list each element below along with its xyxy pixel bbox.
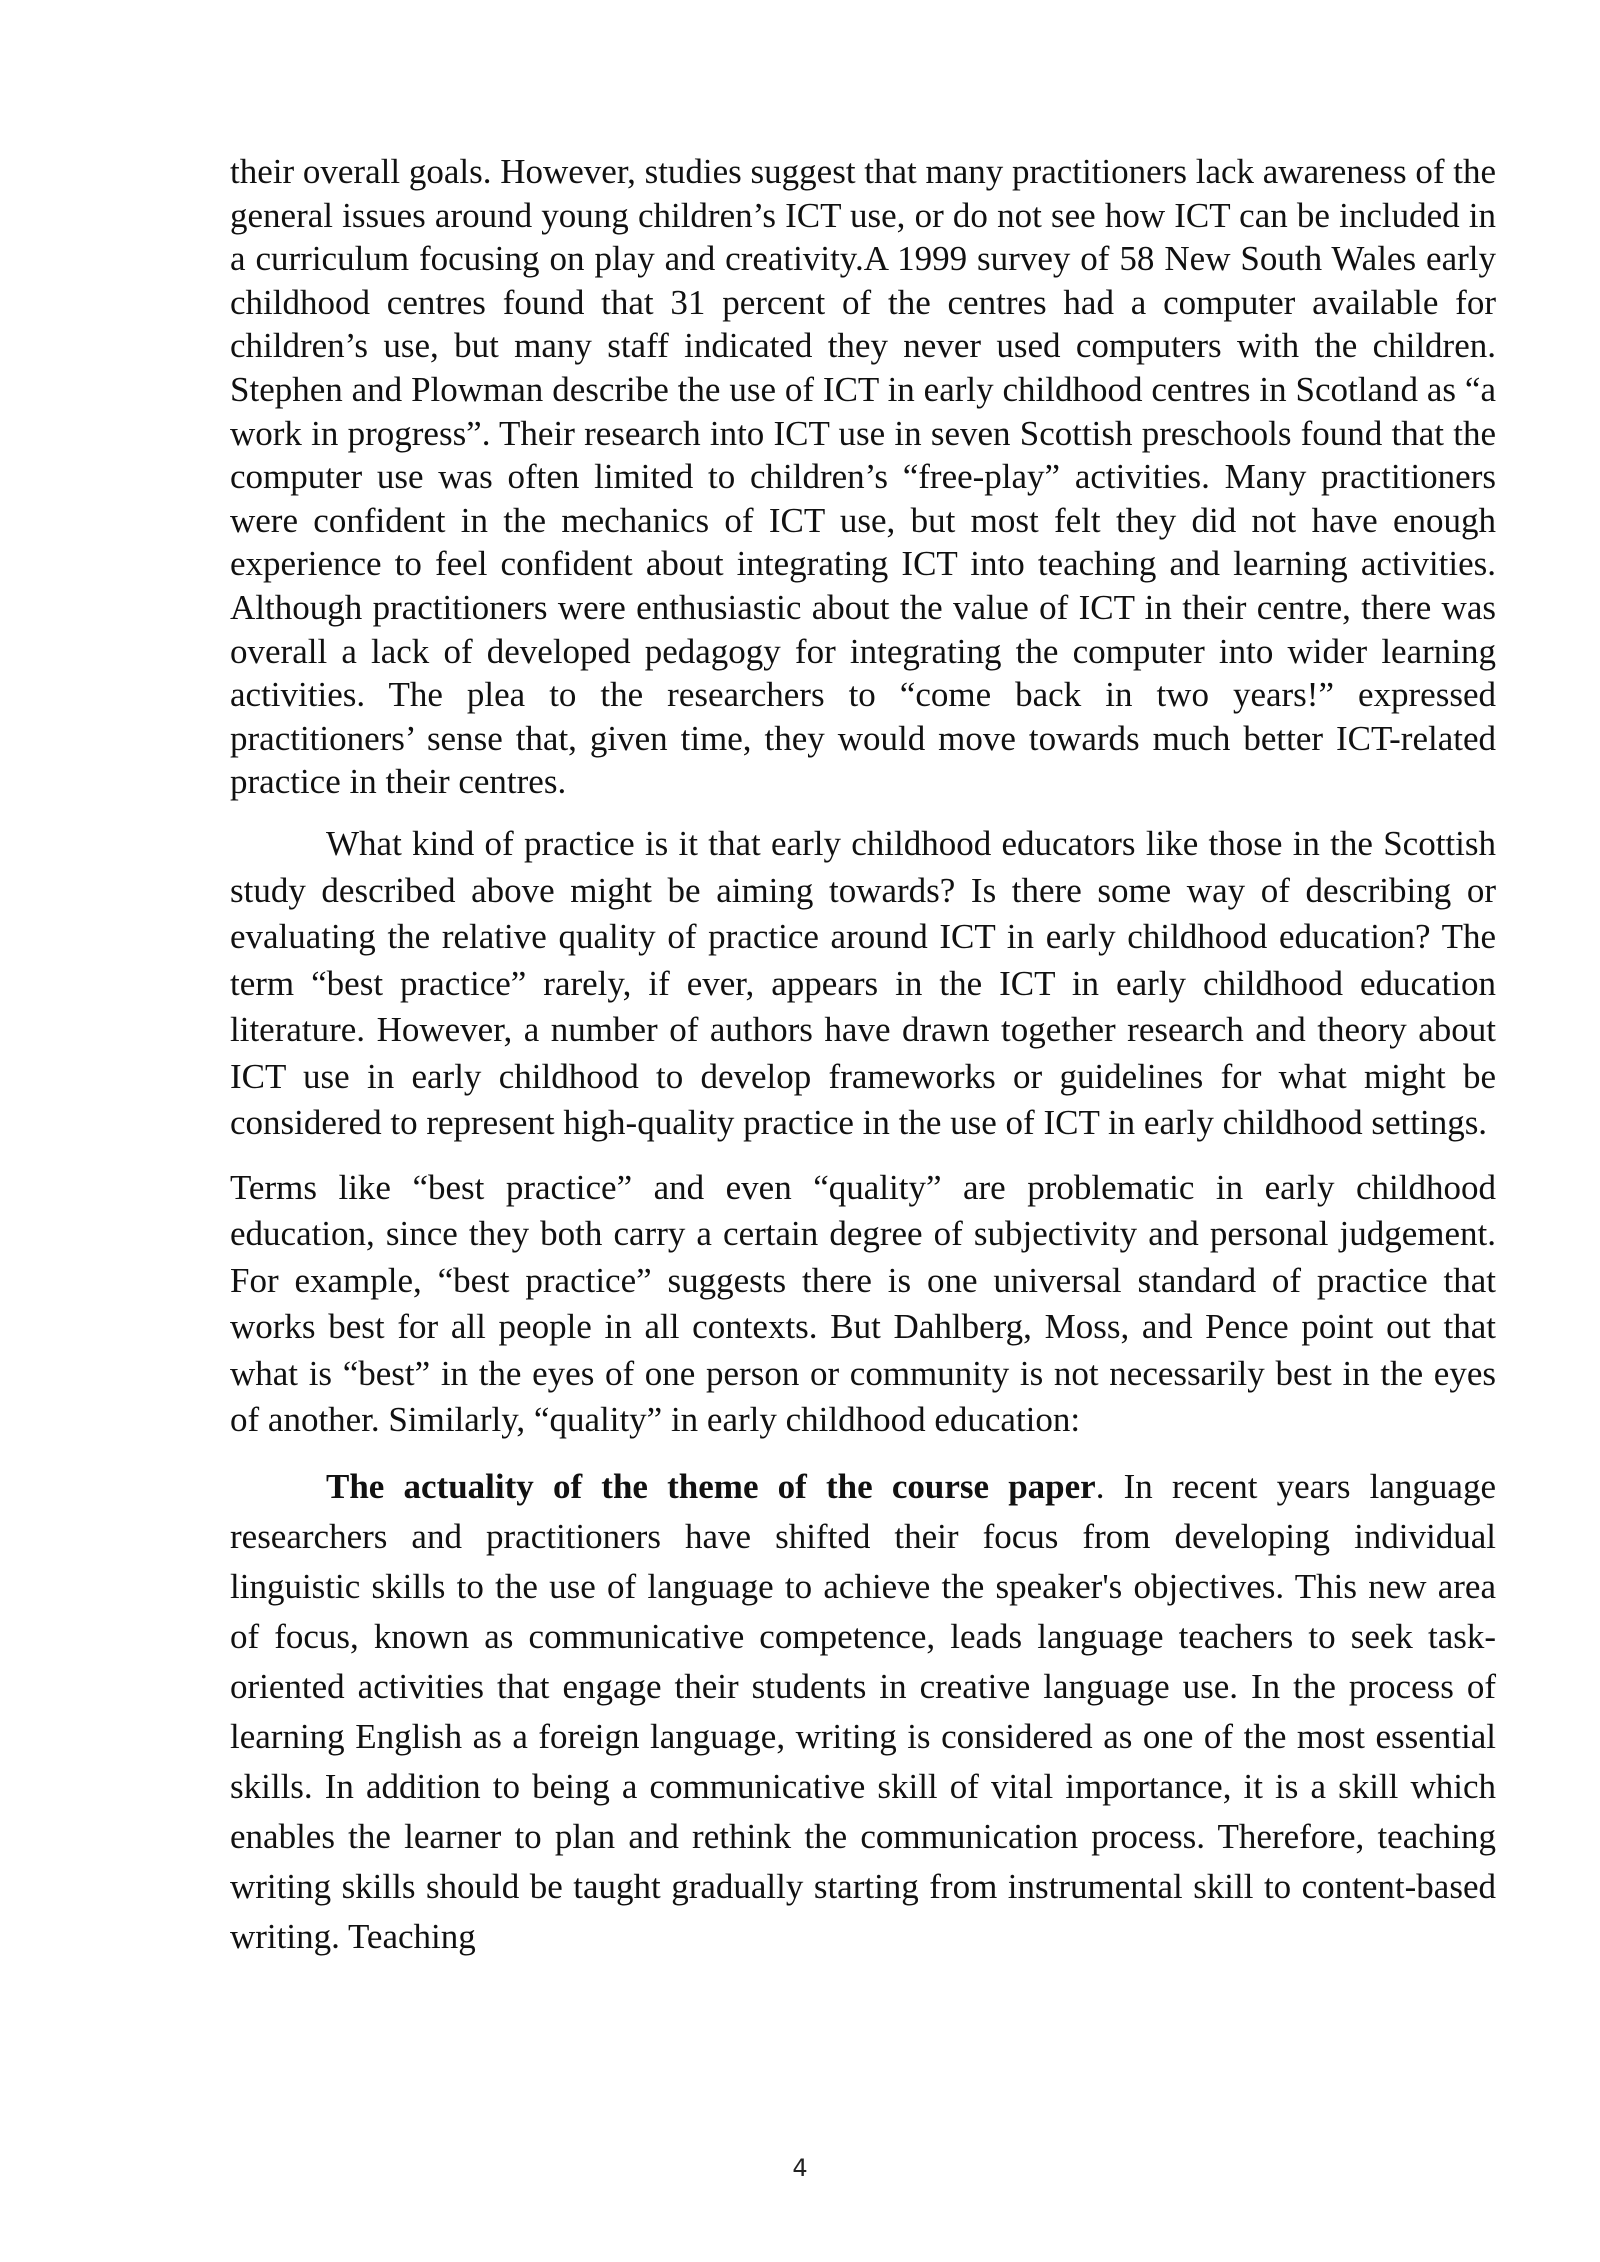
page-number: 4 (792, 2154, 808, 2182)
document-page (230, 150, 1496, 1962)
actuality-heading: The actuality of the theme of the course paper (326, 1466, 1096, 1506)
paragraph-actuality (230, 1462, 1496, 1962)
paragraph-ict-practitioners: their overall goals. However, studies suggest that many practitioners lack awareness of the general issues around young children’s ICT use, or do not see how ICT can be included in a curriculum focusing on play and creativity.A 1999 survey of 58 New South Wales early childhood centres found that 31 percent of the centres had a computer available for children’s use, but many staff indicated they never used computers with the children. Stephen and Plowman describe the use of ICT in early childhood centres in Scotland as “a work in progress”. Their research into ICT use in seven Scottish preschools found that the computer use was often limited to children’s “free-play” activities. Many practitioners were confident in the mechanics of ICT use, but most felt they did not have enough experience to feel confident about integrating ICT into teaching and learning activities. Although practitioners were enthusiastic about the value of ICT in their centre, there was overall a lack of developed pedagogy for integrating the computer into wider learning activities. The plea to the researchers to “come back in two years!” expressed practitioners’ sense that, given time, they would move towards much better ICT-related practice in their centres. (230, 152, 1496, 802)
paragraph-best-practice-terms: Terms like “best practice” and even “quality” are problematic in early childhood education, since they both carry a certain degree of subjectivity and personal judgement. For example, “best practice” suggests there is one universal standard of practice that works best for all people in all contexts. But Dahlberg, Moss, and Pence point out that what is “best” in the eyes of one person or community is not necessarily best in the eyes of another. Similarly, “quality” in early childhood education: (230, 1168, 1496, 1440)
paragraph-quality-practice: What kind of practice is it that early childhood educators like those in the Scottish study described above might be aiming towards? Is there some way of describing or evaluating the relative quality of practice around ICT in early childhood education? The term “best practice” rarely, if ever, appears in the ICT in early childhood education literature. However, a number of authors have drawn together research and theory about ICT use in early childhood to develop frameworks or guidelines for what might be considered to represent high-quality practice in the use of ICT in early childhood settings. (230, 823, 1496, 1143)
actuality-text: . In recent years language researchers and practitioners have shifted their focus from developing individual linguistic skills to the use of language to achieve the speaker's objectives. This new area of focus, known as communicative competence, leads language teachers to seek task-oriented activities that engage their students in creative language use. In the process of learning English as a foreign language, writing is considered as one of the most essential skills. In addition to being a communicative skill of vital importance, it is a skill which enables the learner to plan and rethink the communication process. Therefore, teaching writing skills should be taught gradually starting from instrumental skill to content-based writing. Teaching (230, 1466, 1497, 1956)
